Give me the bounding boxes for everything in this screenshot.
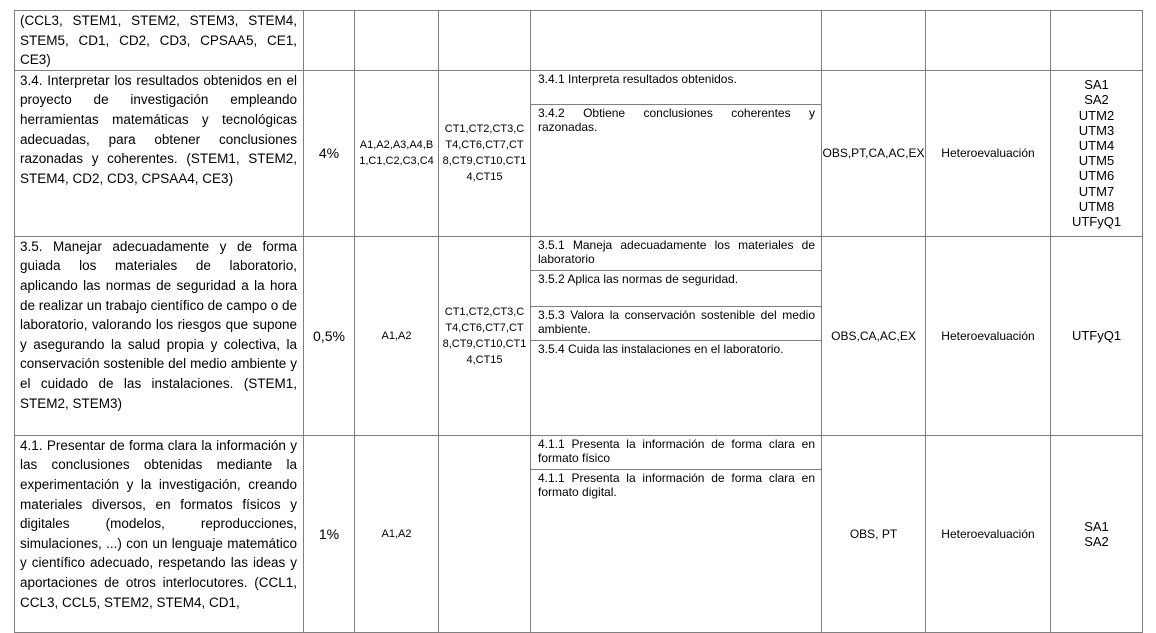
competences-cell	[439, 11, 531, 71]
indicator: 3.5.4 Cuida las instalaciones en el laboratorio.	[538, 341, 784, 356]
indicators-cell	[531, 236, 822, 435]
indicator: 3.5.2 Aplica las normas de seguridad.	[531, 271, 821, 307]
units-cell	[1051, 236, 1143, 435]
percent-cell: 4%	[304, 70, 355, 236]
table-row	[15, 70, 1143, 236]
percent-cell	[304, 11, 355, 71]
evaluation-cell	[926, 11, 1051, 71]
indicator: 3.5.1 Maneja adecuadamente los materiales de laboratorio	[531, 237, 821, 271]
unit-label: UTM6	[1078, 168, 1115, 184]
indicators-cell	[531, 435, 822, 632]
indicator: 3.4.2 Obtiene conclusiones coherentes y razonadas.	[538, 105, 815, 135]
units-cell	[1051, 11, 1143, 71]
unit-label: UTM7	[1078, 183, 1115, 199]
unit-label: SA2	[1084, 92, 1109, 108]
unit-label: UTM3	[1078, 122, 1115, 138]
indicators-cell	[531, 11, 822, 71]
activities-cell: A1,A2,A3,A4,B1,C1,C2,C3,C4	[355, 70, 439, 236]
units-cell	[1051, 70, 1143, 236]
unit-label: UTM4	[1078, 138, 1115, 154]
indicator: 4.1.1 Presenta la información de forma clara en formato digital.	[538, 470, 815, 500]
unit-label: UTM5	[1078, 153, 1115, 169]
evaluation-cell: Heteroevaluación	[926, 70, 1051, 236]
indicator: 3.4.1 Interpreta resultados obtenidos.	[531, 71, 821, 105]
criterion-cell: 4.1. Presentar de forma clara la información y las conclusiones obtenidas mediante la experimentación y la investigación, creando materiales diversos, en formatos físicos y digitales (modelos, reproducciones, simulaciones, ...) con un lenguaje matemático y científico adecuado, respetando las ideas y aportaciones de otros interlocutores. (CCL1, CCL3, CCL5, STEM2, STEM4, CD1,	[15, 435, 304, 632]
table-row	[15, 435, 1143, 632]
unit-label: UTFyQ1	[1071, 214, 1122, 230]
competences-cell	[439, 435, 531, 632]
evaluation-cell: Heteroevaluación	[926, 236, 1051, 435]
competences-cell: CT1,CT2,CT3,CT4,CT6,CT7,CT8,CT9,CT10,CT14,CT15	[439, 70, 531, 236]
evaluation-criteria-table	[14, 10, 1143, 633]
table-row	[15, 11, 1143, 71]
criterion-cell: (CCL3, STEM1, STEM2, STEM3, STEM4, STEM5, CD1, CD2, CD3, CPSAA5, CE1, CE3)	[15, 11, 304, 71]
evaluation-cell: Heteroevaluación	[926, 435, 1051, 632]
criterion-cell: 3.4. Interpretar los resultados obtenidos en el proyecto de investigación empleando herramientas matemáticas y tecnológicas adecuadas, para obtener conclusiones razonadas y coherentes. (STEM1, STEM2, STEM4, CD2, CD3, CPSAA4, CE3)	[15, 70, 304, 236]
unit-label: SA1	[1084, 518, 1109, 534]
activities-cell: A1,A2	[355, 236, 439, 435]
indicator: 4.1.1 Presenta la información de forma clara en formato físico	[531, 436, 821, 470]
activities-cell: A1,A2	[355, 435, 439, 632]
unit-label: UTM8	[1078, 198, 1115, 214]
instruments-cell	[822, 11, 926, 71]
competences-cell: CT1,CT2,CT3,CT4,CT6,CT7,CT8,CT9,CT10,CT14,CT15	[439, 236, 531, 435]
unit-label: SA1	[1084, 77, 1109, 93]
criterion-cell: 3.5. Manejar adecuadamente y de forma guiada los materiales de laboratorio, aplicando las normas de seguridad a la hora de realizar un trabajo científico de campo o de laboratorio, valorando los riesgos que supone y asegurando la salud propia y colectiva, la conservación sostenible del medio ambiente y el cuidado de las instalaciones. (STEM1, STEM2, STEM3)	[15, 236, 304, 435]
unit-label: UTFyQ1	[1071, 328, 1122, 344]
indicator: 3.5.3 Valora la conservación sostenible del medio ambiente.	[531, 307, 821, 341]
units-cell	[1051, 435, 1143, 632]
unit-label: UTM2	[1078, 107, 1115, 123]
table-row	[15, 236, 1143, 435]
activities-cell	[355, 11, 439, 71]
unit-label: SA2	[1084, 533, 1109, 549]
instruments-cell: OBS,PT,CA,AC,EX	[822, 70, 926, 236]
percent-cell: 0,5%	[304, 236, 355, 435]
indicators-cell	[531, 70, 822, 236]
instruments-cell: OBS, PT	[822, 435, 926, 632]
instruments-cell: OBS,CA,AC,EX	[822, 236, 926, 435]
percent-cell: 1%	[304, 435, 355, 632]
